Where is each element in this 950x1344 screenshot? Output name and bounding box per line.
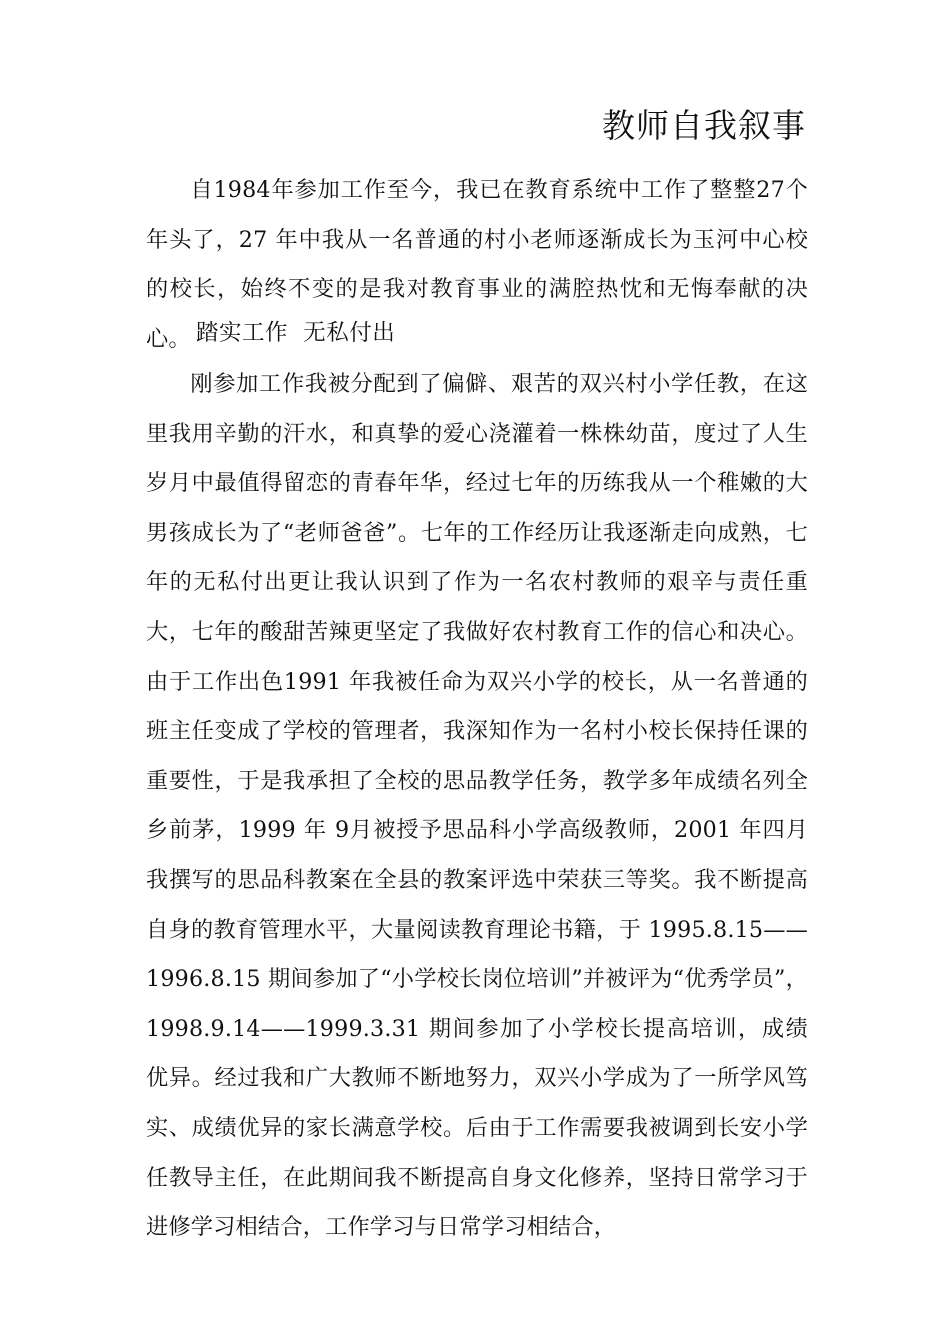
body-paragraph: 刚参加工作我被分配到了偏僻、艰苦的双兴村小学任教，在这里我用辛勤的汗水，和真挚的爱心浇灌着一株株幼苗，度过了人生岁月中最值得留恋的青春年华，经过七年的历练我从一个稚嫩的大男孩成长为了“老师爸爸”。七年的工作经历让我逐渐走向成熟，七年的无私付出更让我认识到了作为一名农村教师的艰辛与责任重大，七年的酸甜苦辣更坚定了我做好农村教育工作的信心和决心。由于工作出色1991 年我被任命为双兴小学的校长，从一名普通的班主任变成了学校的管理者，我深知作为一名村小校长保持任课的重要性，于是我承担了全校的思品教学任务，教学多年成绩名列全乡前茅，1999 年 9月被授予思品科小学高级教师，2001 年四月我撰写的思品科教案在全县的教案评选中荣获三等奖。我不断提高自身的教育管理水平，大量阅读教育理论书籍，于 1995.8.15——1996.8.15 期间参加了“小学校长岗位培训”并被评为“优秀学员”，1998.9.14——1999.3.31 期间参加了小学校长提高培训，成绩优异。经过我和广大教师不断地努力，双兴小学成为了一所学风笃实、成绩优异的家长满意学校。后由于工作需要我被调到长安小学任教导主任，在此期间我不断提高自身文化修养，坚持日常学习于进修学习相结合，工作学习与日常学习相结合， (146, 371, 808, 1241)
intro-paragraph: 自1984年参加工作至今，我已在教育系统中工作了整整27个年头了，27 年中我从一名普通的村小老师逐渐成长为玉河中心校的校长，始终不变的是我对教育事业的满腔热忱和无悔奉献的决心。 (146, 177, 808, 352)
section-heading: 踏实工作 无私付出 (196, 320, 396, 346)
document-page (146, 0, 808, 1344)
document-title: 教师自我叙事 (602, 106, 806, 145)
